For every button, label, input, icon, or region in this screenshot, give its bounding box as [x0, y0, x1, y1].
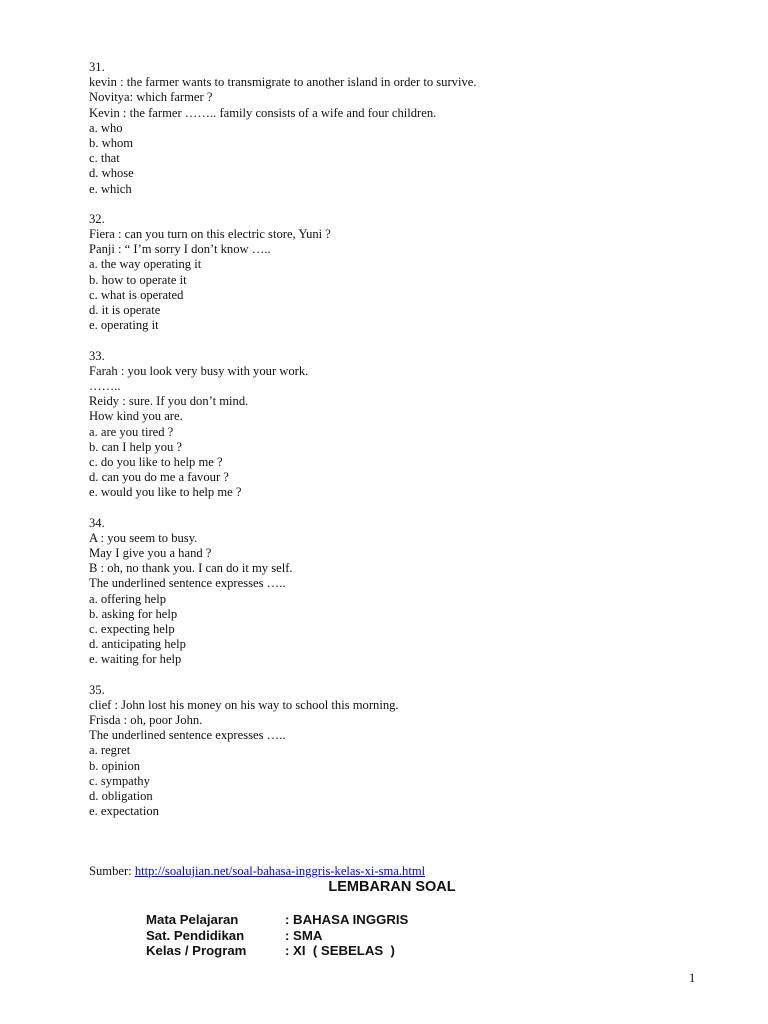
- answer-option-d: d. can you do me a favour ?: [89, 470, 229, 485]
- answer-option-c: c. that: [89, 151, 120, 166]
- info-row-class: [146, 943, 408, 959]
- dialogue-line: The underlined sentence expresses …..: [89, 576, 286, 591]
- answer-option-a: a. offering help: [89, 591, 167, 606]
- dialogue-line: Fiera : can you turn on this electric store, Yuni ?: [89, 227, 331, 242]
- dialogue-line: Farah : you look very busy with your work.: [89, 363, 309, 378]
- dialogue-line: Kevin : the farmer …….. family consists of a wife and four children.: [89, 105, 437, 120]
- answer-option-a: a. are you tired ?: [89, 424, 174, 439]
- info-row-subject: [146, 912, 408, 928]
- answer-option-e: e. would you like to help me ?: [89, 485, 242, 500]
- answer-option-a: a. regret: [89, 743, 131, 758]
- answer-option-d: d. obligation: [89, 789, 153, 803]
- info-row-education-unit: [146, 928, 408, 944]
- source-label: Sumber:: [89, 864, 135, 878]
- info-value: : SMA: [285, 927, 323, 943]
- answer-option-e: e. expectation: [89, 804, 159, 819]
- answer-option-d: d. whose: [89, 166, 134, 181]
- answer-option-c: c. what is operated: [89, 287, 184, 302]
- sheet-title: LEMBARAN SOAL: [328, 879, 456, 895]
- question-32: [89, 212, 729, 334]
- question-number: 34.: [89, 515, 105, 530]
- info-table: [146, 912, 408, 959]
- answer-option-c: c. sympathy: [89, 773, 150, 788]
- info-label: Kelas / Program: [146, 943, 247, 958]
- dialogue-line: May I give you a hand ?: [89, 546, 212, 560]
- dialogue-line: How kind you are.: [89, 409, 183, 424]
- answer-option-a: a. the way operating it: [89, 257, 202, 272]
- dialogue-line: Frisda : oh, poor John.: [89, 713, 203, 728]
- answer-option-c: c. do you like to help me ?: [89, 454, 223, 469]
- dialogue-line: ……..: [89, 378, 121, 393]
- dialogue-line: Panji : “ I’m sorry I don’t know …..: [89, 242, 271, 257]
- dialogue-line: A : you seem to busy.: [89, 530, 198, 545]
- dialogue-line: The underlined sentence expresses …..: [89, 728, 286, 743]
- answer-option-c: c. expecting help: [89, 621, 175, 636]
- answer-option-b: b. opinion: [89, 758, 141, 773]
- dialogue-line: kevin : the farmer wants to transmigrate to another island in order to survive.: [89, 75, 477, 90]
- answer-option-d: d. anticipating help: [89, 637, 186, 652]
- question-number: 31.: [89, 60, 105, 74]
- question-list: [89, 60, 729, 835]
- question-31: [89, 60, 729, 197]
- dialogue-line: B : oh, no thank you. I can do it my self.: [89, 561, 293, 576]
- source-link[interactable]: http://soalujian.net/soal-bahasa-inggris-kelas-xi-sma.html: [134, 864, 426, 878]
- dialogue-line: clief : John lost his money on his way to school this morning.: [89, 697, 399, 712]
- answer-option-e: e. operating it: [89, 318, 159, 333]
- answer-option-e: e. waiting for help: [89, 652, 182, 667]
- question-number: 33.: [89, 348, 105, 363]
- answer-option-b: b. asking for help: [89, 606, 178, 621]
- page-number: 1: [689, 971, 696, 985]
- info-label: Sat. Pendidikan: [146, 927, 245, 943]
- question-35: [89, 683, 729, 820]
- answer-option-b: b. whom: [89, 135, 134, 150]
- question-number: 35.: [89, 682, 105, 697]
- answer-option-d: d. it is operate: [89, 303, 161, 317]
- answer-option-b: b. can I help you ?: [89, 439, 183, 454]
- info-value: : XI ( SEBELAS ): [285, 943, 395, 958]
- info-value: : BAHASA INGGRIS: [285, 912, 409, 927]
- question-number: 32.: [89, 211, 105, 226]
- info-label: Mata Pelajaran: [146, 912, 239, 927]
- dialogue-line: Reidy : sure. If you don’t mind.: [89, 394, 249, 409]
- answer-option-a: a. who: [89, 120, 123, 135]
- source-line: [89, 863, 425, 879]
- answer-option-b: b. how to operate it: [89, 272, 187, 287]
- dialogue-line: Novitya: which farmer ?: [89, 90, 213, 105]
- question-33: [89, 349, 729, 501]
- answer-option-e: e. which: [89, 181, 132, 196]
- question-34: [89, 516, 729, 668]
